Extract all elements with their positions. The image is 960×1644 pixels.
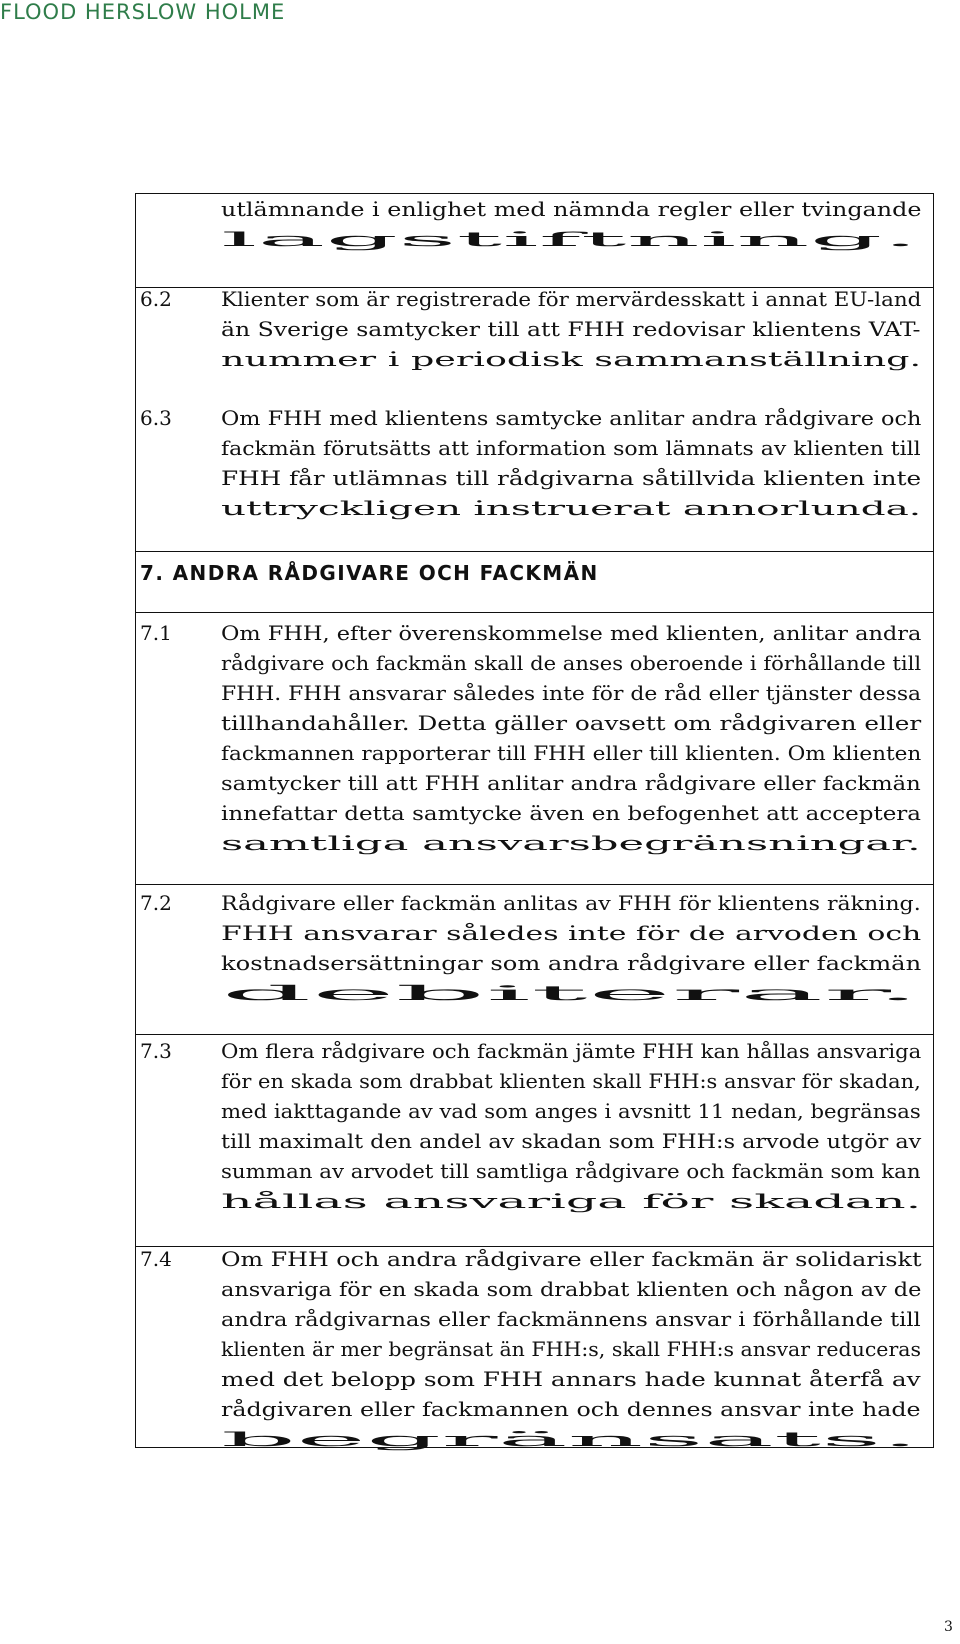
clause-line: med iakttagande av vad som anges i avsnitt 11 nedan, begränsas bbox=[221, 1099, 921, 1123]
clause-6-2-text bbox=[221, 284, 931, 374]
row-divider bbox=[136, 551, 933, 552]
clause-line: kostnadsersättningar som andra rådgivare eller fackmän bbox=[221, 951, 922, 975]
clause-line: FHH. FHH ansvarar således inte för de råd eller tjänster dessa bbox=[221, 681, 922, 705]
clause-line: samtycker till att FHH anlitar andra rådgivare eller fackmän bbox=[221, 771, 921, 795]
clause-number-6-3: 6.3 bbox=[140, 406, 172, 430]
row-divider bbox=[136, 1034, 933, 1035]
clause-line: med det belopp som FHH annars hade kunnat återfå av bbox=[221, 1367, 921, 1391]
clause-line: debiterar. bbox=[221, 981, 921, 1005]
clause-line: andra rådgivarnas eller fackmännens ansvar i förhållande till bbox=[221, 1307, 921, 1331]
section-heading-7: 7. ANDRA RÅDGIVARE OCH FACKMÄN bbox=[140, 561, 599, 585]
clause-line: Klienter som är registrerade för mervärdesskatt i annat EU-land bbox=[221, 287, 922, 311]
clause-7-4-text bbox=[221, 1244, 931, 1454]
clause-line: hållas ansvariga för skadan. bbox=[221, 1189, 922, 1213]
clause-7-1-text bbox=[221, 618, 931, 858]
clause-line: Om FHH och andra rådgivare eller fackmän är solidariskt bbox=[221, 1247, 922, 1271]
clause-line: Om flera rådgivare och fackmän jämte FHH kan hållas ansvariga bbox=[221, 1039, 922, 1063]
clause-line: till maximalt den andel av skadan som FHH:s arvode utgör av bbox=[221, 1129, 922, 1153]
clause-line: Om FHH, efter överenskommelse med klienten, anlitar andra bbox=[221, 621, 922, 645]
clause-line: begränsats. bbox=[221, 1427, 919, 1451]
clause-7-2-text bbox=[221, 888, 931, 1008]
clause-line: rådgivaren eller fackmannen och dennes ansvar inte hade bbox=[221, 1397, 921, 1421]
clause-line: Rådgivare eller fackmän anlitas av FHH för klientens räkning. bbox=[221, 891, 921, 915]
clause-line: rådgivare och fackmän skall de anses oberoende i förhållande till bbox=[221, 651, 922, 675]
clause-line: samtliga ansvarsbegränsningar. bbox=[221, 831, 921, 855]
company-logo-text: FLOOD HERSLOW HOLME bbox=[0, 0, 286, 24]
clause-line: ansvariga för en skada som drabbat klienten och någon av de bbox=[221, 1277, 922, 1301]
row-divider bbox=[136, 612, 933, 613]
clause-line: fackmän förutsätts att information som lämnats av klienten till bbox=[221, 436, 921, 460]
clause-number-6-2: 6.2 bbox=[140, 287, 172, 311]
clause-line: klienten är mer begränsat än FHH:s, skall FHH:s ansvar reduceras bbox=[221, 1337, 921, 1361]
clause-6-3-text bbox=[221, 403, 931, 523]
clause-line: lagstiftning. bbox=[221, 227, 919, 251]
clause-line: fackmannen rapporterar till FHH eller till klienten. Om klienten bbox=[221, 741, 922, 765]
clause-line: för en skada som drabbat klienten skall FHH:s ansvar för skadan, bbox=[221, 1069, 921, 1093]
clause-line: uttryckligen instruerat annorlunda. bbox=[221, 496, 922, 520]
clause-number-7-1: 7.1 bbox=[140, 621, 172, 645]
row-divider bbox=[136, 884, 933, 885]
clause-line: summan av arvodet till samtliga rådgivare och fackmän som kan bbox=[221, 1159, 921, 1183]
clause-7-3-text bbox=[221, 1036, 931, 1216]
clause-6-1-continuation bbox=[221, 194, 931, 254]
clause-number-7-2: 7.2 bbox=[140, 891, 172, 915]
clause-line: Om FHH med klientens samtycke anlitar andra rådgivare och bbox=[221, 406, 922, 430]
clause-number-7-3: 7.3 bbox=[140, 1039, 172, 1063]
clause-line: nummer i periodisk sammanställning. bbox=[221, 347, 922, 371]
page-number: 3 bbox=[944, 1619, 953, 1635]
clause-line: utlämnande i enlighet med nämnda regler eller tvingande bbox=[221, 197, 922, 221]
clause-line: FHH får utlämnas till rådgivarna såtillvida klienten inte bbox=[221, 466, 922, 490]
clause-line: innefattar detta samtycke även en befogenhet att acceptera bbox=[221, 801, 921, 825]
clause-number-7-4: 7.4 bbox=[140, 1247, 172, 1271]
clause-line: tillhandahåller. Detta gäller oavsett om rådgivaren eller bbox=[221, 711, 922, 735]
clause-line: FHH ansvarar således inte för de arvoden och bbox=[221, 921, 922, 945]
clause-line: än Sverige samtycker till att FHH redovisar klientens VAT- bbox=[221, 317, 921, 341]
